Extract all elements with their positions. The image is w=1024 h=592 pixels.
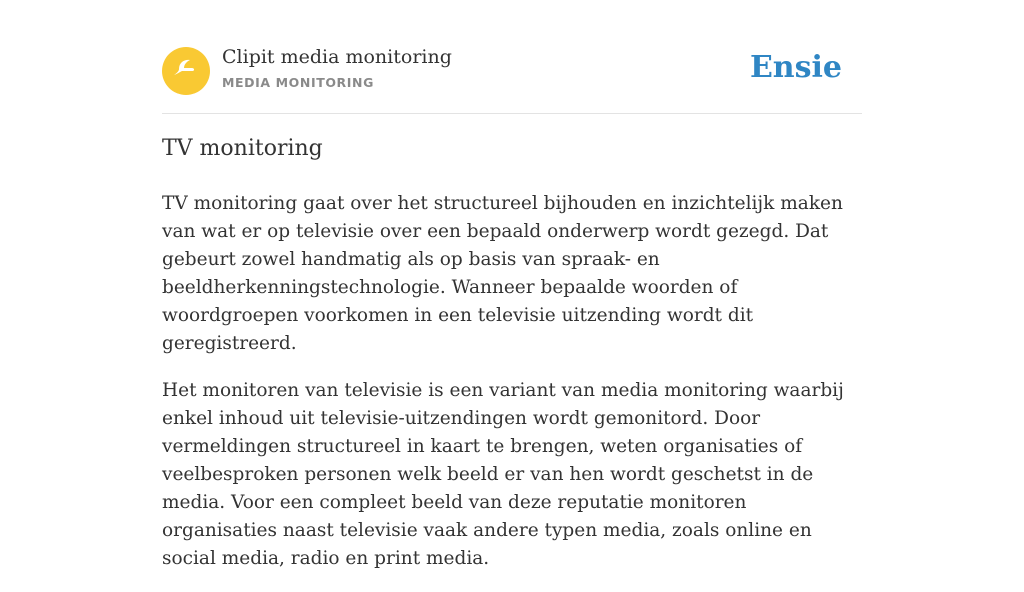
brand-name[interactable]: Clipit media monitoring <box>222 46 452 68</box>
paragraph: TV monitoring gaat over het structureel bijhouden en inzichtelijk maken van wat er op televisie over een bepaald onderwerp wordt gezegd. Dat gebeurt zowel handmatig als op basis van spraak- en beeldherkenningstechnologie. Wanneer bepaalde woorden of woordgroepen voorkomen in een televisie uitzending wordt dit geregistreerd. <box>162 193 843 354</box>
article-body <box>162 190 867 592</box>
paragraph: Het monitoren van televisie is een variant van media monitoring waarbij enkel inhoud uit televisie-uitzendingen wordt gemonitord. Door vermeldingen structureel in kaart te brengen, weten organisaties of veelbesproken personen welk beeld er van hen wordt geschetst in de media. Voor een compleet beeld van deze reputatie monitoren organisaties naast televisie vaak andere typen media, zoals online en social media, radio en print media. <box>162 380 844 569</box>
site-logo-link[interactable]: Ensie <box>749 50 842 85</box>
header <box>162 0 862 114</box>
chat-bubble-icon <box>162 47 210 95</box>
brand-logo[interactable] <box>162 47 210 95</box>
content-container <box>162 0 862 569</box>
page-title: TV monitoring <box>162 136 323 161</box>
brand-subtitle: MEDIA MONITORING <box>222 75 374 90</box>
